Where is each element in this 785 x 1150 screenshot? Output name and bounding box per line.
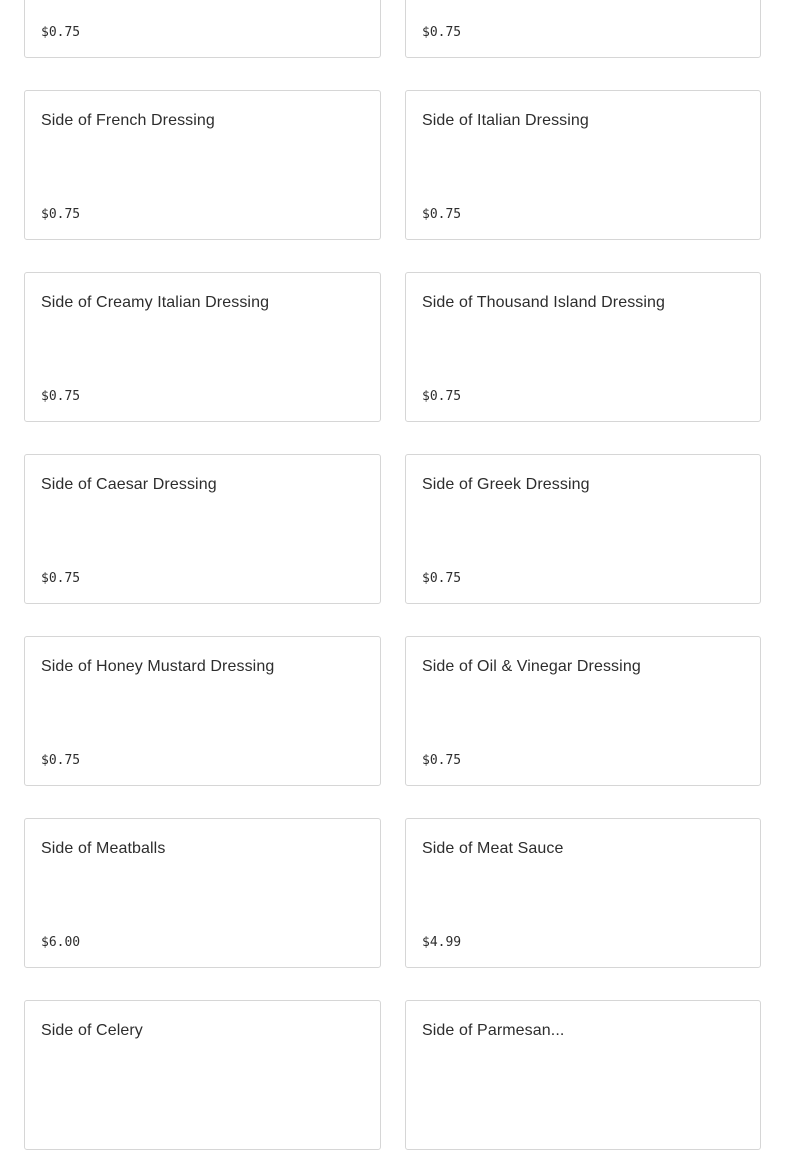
menu-item-name: Side of Oil & Vinegar Dressing (422, 658, 641, 675)
menu-item-card[interactable] (24, 1000, 381, 1150)
menu-item-card[interactable] (24, 636, 381, 786)
menu-item-name: Side of Honey Mustard Dressing (41, 658, 275, 675)
menu-item-price: $0.75 (422, 753, 462, 768)
menu-item-price: $0.75 (422, 571, 462, 586)
menu-item-card[interactable] (405, 636, 761, 786)
menu-item-price: $0.75 (41, 25, 81, 40)
menu-item-price: $0.75 (41, 753, 81, 768)
menu-item-price: $6.00 (41, 935, 81, 950)
menu-item-name: Side of French Dressing (41, 112, 215, 129)
menu-item-price: $0.75 (422, 25, 462, 40)
menu-item-card[interactable] (24, 90, 381, 240)
menu-item-card[interactable] (24, 454, 381, 604)
menu-item-price: $0.75 (41, 207, 81, 222)
menu-item-price: $0.75 (422, 207, 462, 222)
menu-item-name: Side of Italian Dressing (422, 112, 589, 129)
menu-item-name: Side of Creamy Italian Dressing (41, 294, 270, 311)
menu-item-price: $0.75 (422, 389, 462, 404)
menu-item-card[interactable] (24, 272, 381, 422)
menu-item-grid (24, 0, 761, 1150)
menu-item-card[interactable] (405, 454, 761, 604)
menu-item-name: Side of Greek Dressing (422, 476, 590, 493)
menu-item-name: Side of Parmesan... (422, 1022, 565, 1039)
menu-item-name: Side of Thousand Island Dressing (422, 294, 666, 311)
menu-item-name: Side of Caesar Dressing (41, 476, 217, 493)
menu-item-price: $0.75 (41, 389, 81, 404)
menu-item-card[interactable] (24, 818, 381, 968)
menu-item-card[interactable] (405, 1000, 761, 1150)
menu-item-name: Side of Meat Sauce (422, 840, 564, 857)
menu-item-name: Side of Meatballs (41, 840, 166, 857)
menu-item-card[interactable] (405, 818, 761, 968)
menu-item-card[interactable] (405, 272, 761, 422)
menu-item-price: $4.99 (422, 935, 462, 950)
menu-item-card[interactable] (405, 0, 761, 58)
menu-item-card[interactable] (24, 0, 381, 58)
menu-item-name: Side of Celery (41, 1022, 143, 1039)
menu-item-price: $0.75 (41, 571, 81, 586)
menu-item-card[interactable] (405, 90, 761, 240)
